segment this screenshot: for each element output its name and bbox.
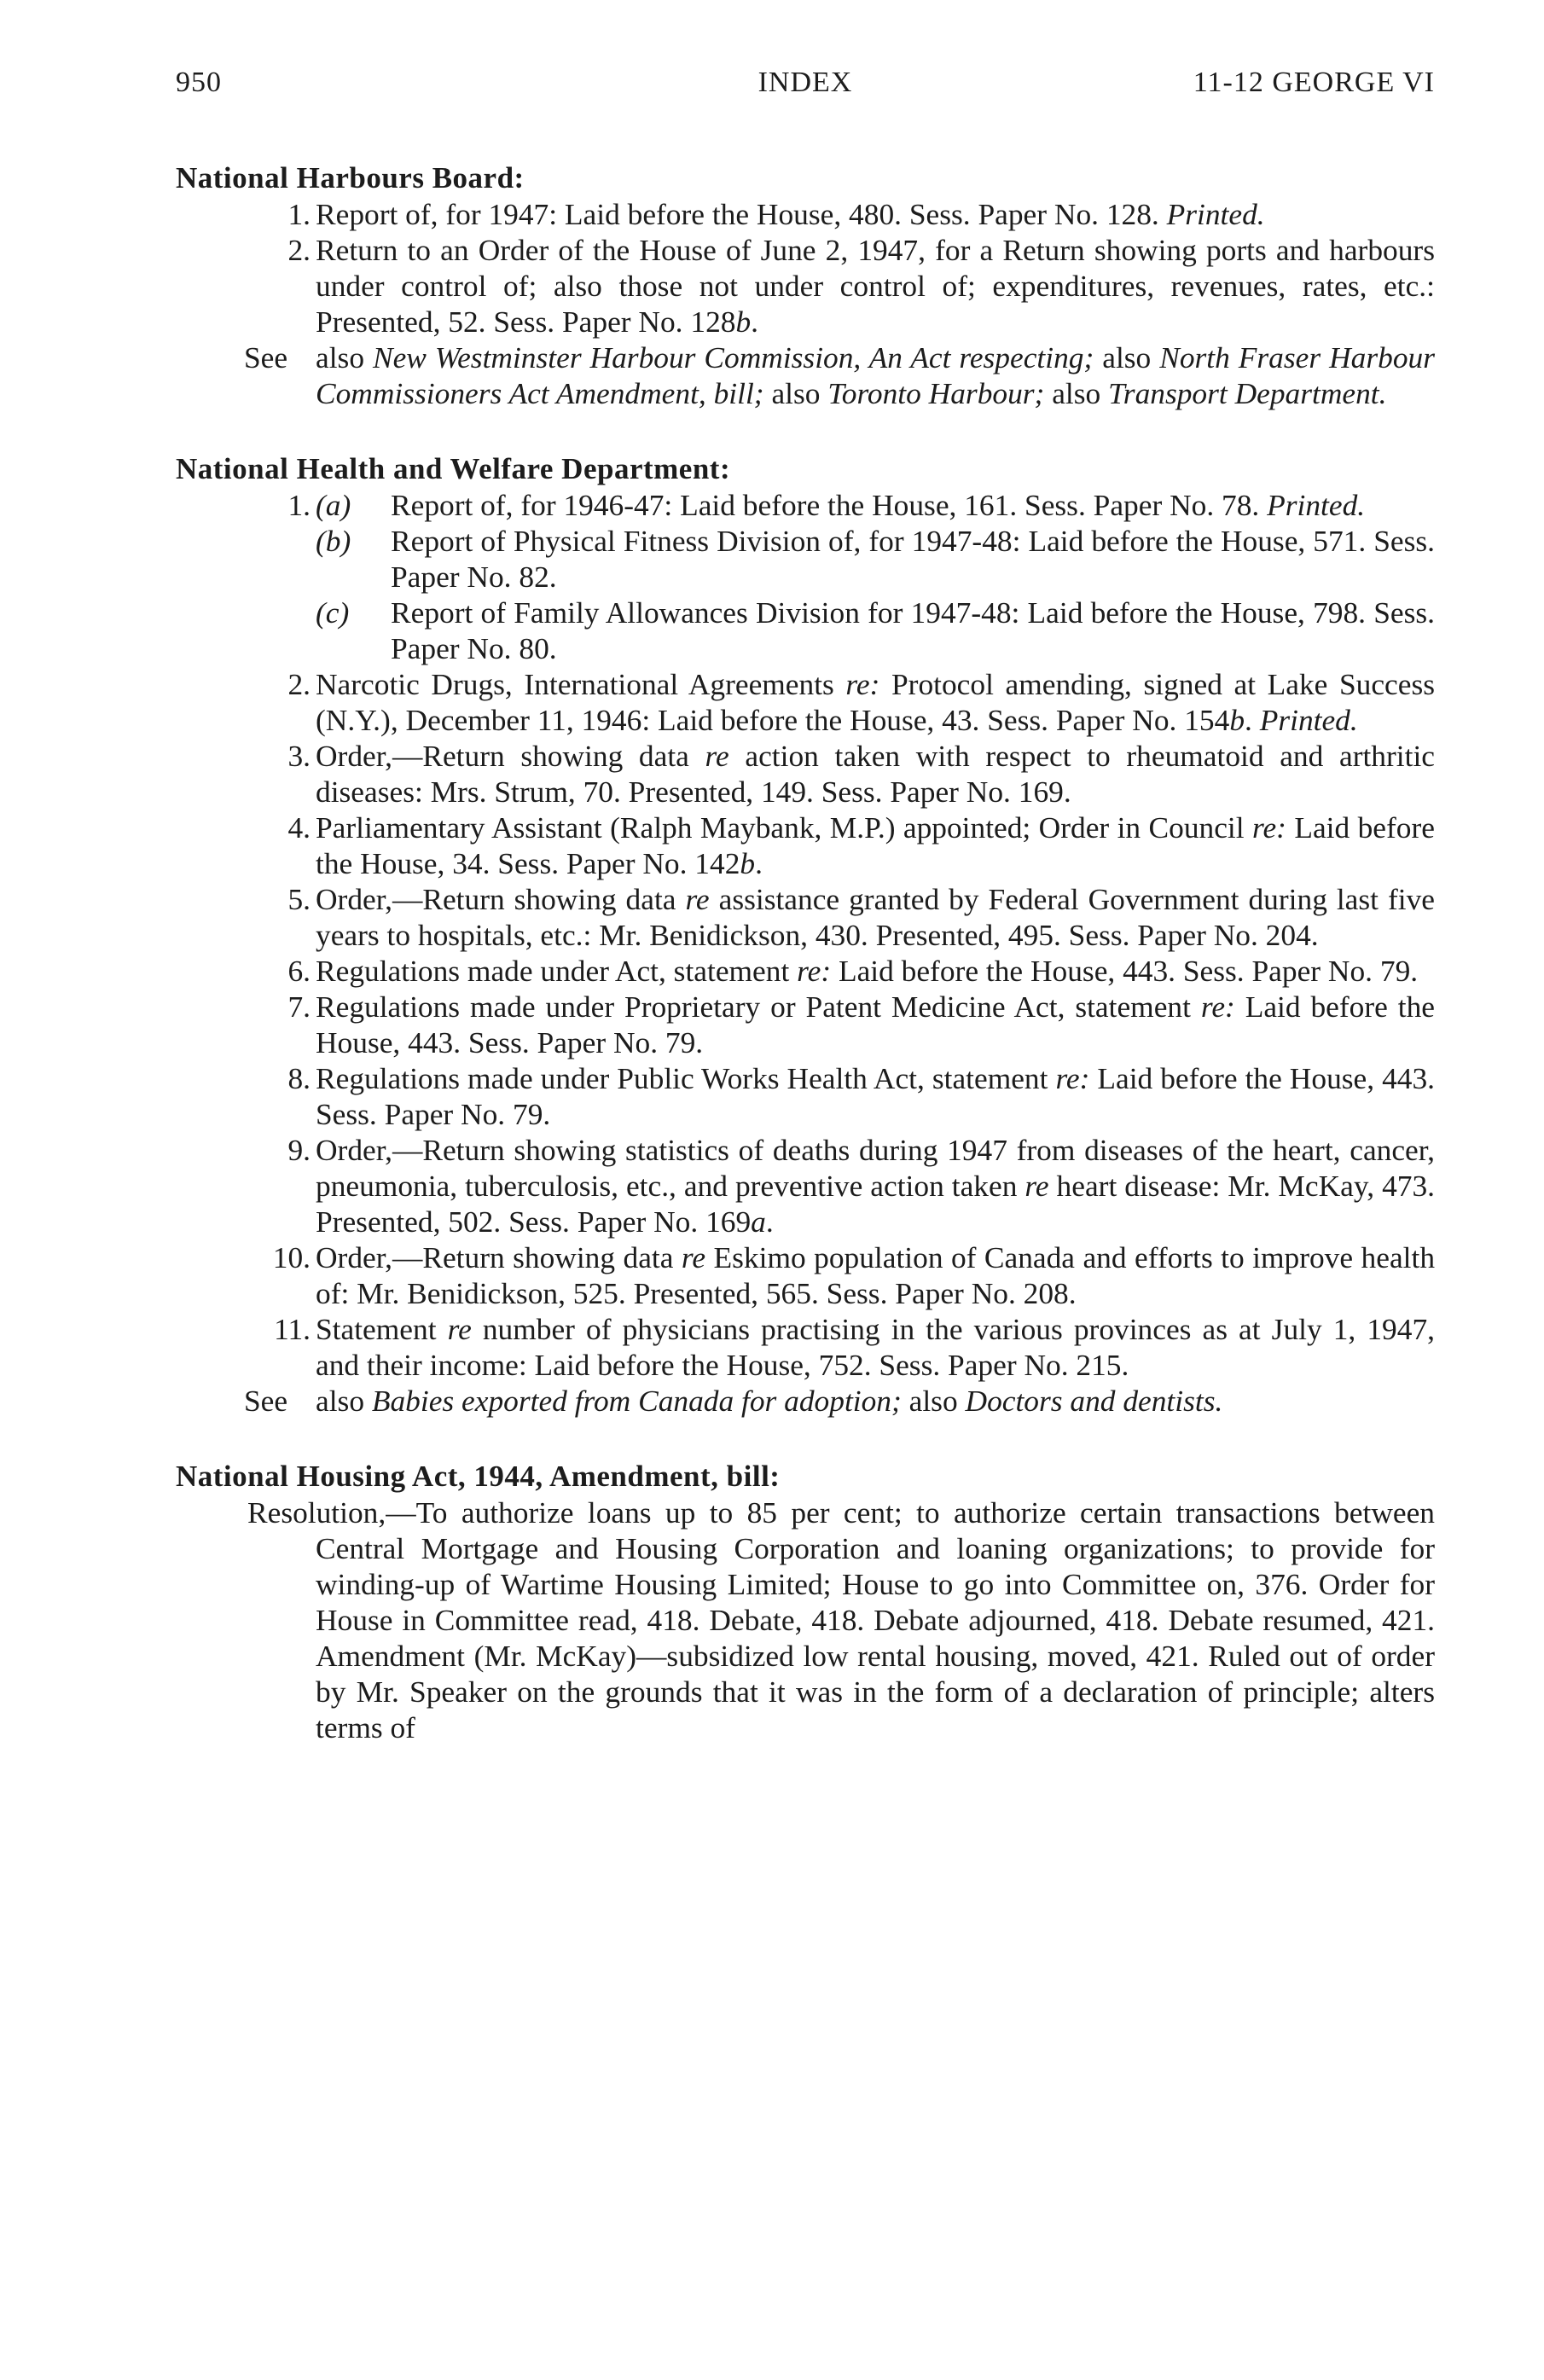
header-volume: 11-12 GEORGE VI [1193, 67, 1435, 98]
text-run: Regulations made under Public Works Health Act, statement [316, 1061, 1056, 1095]
text-run: Order,—Return showing data [316, 882, 686, 916]
see-also-entry [176, 340, 1435, 411]
index-entry [176, 196, 1435, 232]
italic-text: North Fraser Harbour Commissioners Act Amendment, bill; [316, 340, 1435, 410]
section-heading: National Harbours Board: [176, 161, 525, 194]
italic-text: b [735, 305, 752, 339]
index-section [176, 160, 1435, 411]
text-run: Order,—Return showing data [316, 1240, 682, 1274]
text-run: Laid before the House, 34. Sess. Paper No. 142 [316, 810, 1435, 880]
text-run: also [1044, 376, 1109, 410]
running-header [176, 67, 1435, 109]
text-run: . [755, 846, 763, 880]
text-run: number of physicians practising in the various provinces as at July 1, 1947, and their income: Laid before the House, 752. Sess. Paper No. 215. [316, 1312, 1435, 1382]
italic-text: Printed. [1259, 703, 1358, 737]
index-entry [176, 232, 1435, 340]
text-run: Eskimo population of Canada and efforts to improve health of: Mr. Benidickson, 525. Presented, 565. Sess. Paper No. 208. [316, 1240, 1436, 1310]
italic-text: re [1024, 1169, 1049, 1203]
text-run: heart disease: Mr. McKay, 473. Presented, 502. Sess. Paper No. 169 [316, 1169, 1436, 1239]
entry-number: 5. [287, 882, 311, 916]
section-heading: National Housing Act, 1944, Amendment, bill: [176, 1460, 781, 1493]
section-heading: National Health and Welfare Department: [176, 452, 731, 485]
text-run: Regulations made under Proprietary or Patent Medicine Act, statement [316, 990, 1201, 1024]
index-entry [176, 738, 1435, 810]
text-run: Statement [316, 1312, 448, 1346]
entry-number: 4. [287, 810, 311, 845]
index-entry [176, 1239, 1435, 1311]
text-run: . [765, 1205, 774, 1239]
index-section [176, 1459, 1435, 1745]
index-content [176, 160, 1435, 1785]
italic-text: re [447, 1312, 472, 1346]
index-subentry [176, 487, 1435, 523]
subentry-label: (a) [316, 488, 351, 522]
index-section [176, 451, 1435, 1419]
subentry-label: (c) [316, 595, 350, 630]
text-run: . [1245, 703, 1260, 737]
entry-number: 2. [287, 667, 311, 701]
see-label: See [244, 340, 288, 374]
text-run: also [763, 376, 828, 410]
entry-number: 6. [287, 954, 311, 988]
header-title: INDEX [757, 67, 853, 98]
text-run: Report of Family Allowances Division for 1947-48: Laid before the House, 798. Sess. Paper No. 80. [391, 595, 1435, 665]
page-number: 950 [176, 67, 222, 98]
text-run: Laid before the House, 443. Sess. Paper No. 79. [316, 1061, 1436, 1131]
text-run: Report of, for 1946-47: Laid before the House, 161. Sess. Paper No. 78. [391, 488, 1268, 522]
entry-number: 11. [274, 1312, 311, 1346]
index-entry [176, 810, 1435, 881]
index-entry [176, 953, 1435, 989]
italic-text: Printed. [1166, 197, 1265, 231]
entry-number: 2. [287, 233, 311, 267]
text-run: Protocol amending, signed at Lake Success (N.Y.), December 11, 1946: Laid before the House, 43. Sess. Paper No. 154 [316, 667, 1436, 737]
text-run: . [751, 305, 759, 339]
italic-text: re: [1200, 990, 1235, 1024]
subentry-label: (b) [316, 524, 351, 558]
index-entry [176, 881, 1435, 953]
index-entry [176, 1311, 1435, 1383]
index-entry [176, 1060, 1435, 1132]
text-run: Laid before the House, 443. Sess. Paper No. 79. [831, 954, 1419, 988]
italic-text: re: [845, 667, 880, 701]
see-label: See [244, 1384, 288, 1418]
see-also-entry [176, 1383, 1435, 1419]
entry-number: 3. [287, 739, 311, 773]
text-run: Order,—Return showing statistics of deaths during 1947 from diseases of the heart, cancer, pneumonia, tuberculosis, etc., and preventive action taken [316, 1133, 1435, 1203]
italic-text: b [1229, 703, 1245, 737]
italic-text: re: [797, 954, 832, 988]
entry-number: 8. [287, 1061, 311, 1095]
entry-number: 9. [287, 1133, 311, 1167]
text-run: Laid before the House, 443. Sess. Paper No. 79. [316, 990, 1435, 1059]
italic-text: re [681, 1240, 706, 1274]
text-run: Resolution,—To authorize loans up to 85 per cent; to authorize certain transactions between Central Mortgage and Housing Corporation and loaning organizations; to provide for winding-up of Wartime Housing Limited; House to go into Committee on, 376. Order for House in Committee read, 418. Debate, 418. Debate adjourned, 418. Debate resumed, 421. Amendment (Mr. McKay)—subsidized low rental housing, moved, 421. Ruled out of order by Mr. Speaker on the grounds that it was in the form of a declaration of principle; alters terms of [247, 1495, 1435, 1744]
italic-text: a [751, 1205, 766, 1239]
index-subentry [176, 523, 1435, 595]
index-entry [176, 1132, 1435, 1239]
text-run: Order,—Return showing data [316, 739, 705, 773]
entry-number: 10. [272, 1240, 311, 1274]
entry-number: 7. [287, 990, 311, 1024]
italic-text: Transport Department. [1108, 376, 1387, 410]
italic-text: re [705, 739, 729, 773]
index-entry [176, 989, 1435, 1060]
text-run: Regulations made under Act, statement [316, 954, 798, 988]
text-run: action taken with respect to rheumatoid and arthritic diseases: Mrs. Strum, 70. Presented, 149. Sess. Paper No. 169. [316, 739, 1435, 809]
text-run: also [1094, 340, 1160, 374]
entry-number: 1. [287, 197, 311, 231]
text-run: also [316, 1384, 372, 1418]
italic-text: New Westminster Harbour Commission, An Act respecting; [372, 340, 1094, 374]
text-run: assistance granted by Federal Government during last five years to hospitals, etc.: Mr. Benidickson, 430. Presented, 495. Sess. Paper No. 204. [316, 882, 1435, 952]
italic-text: Toronto Harbour; [827, 376, 1045, 410]
text-run: also [901, 1384, 966, 1418]
text-run: also [316, 340, 373, 374]
index-subentry [176, 595, 1435, 666]
text-run: Narcotic Drugs, International Agreements [316, 667, 846, 701]
text-run: Report of, for 1947: Laid before the House, 480. Sess. Paper No. 128. [316, 197, 1167, 231]
italic-text: re: [1055, 1061, 1090, 1095]
italic-text: Printed. [1267, 488, 1366, 522]
resolution-entry [176, 1495, 1435, 1745]
text-run: Parliamentary Assistant (Ralph Maybank, M.P.) appointed; Order in Council [316, 810, 1252, 845]
text-run: Report of Physical Fitness Division of, for 1947-48: Laid before the House, 571. Sess. Paper No. 82. [391, 524, 1435, 594]
italic-text: b [740, 846, 756, 880]
index-entry [176, 666, 1435, 738]
text-run: Return to an Order of the House of June 2, 1947, for a Return showing ports and harbours under control of; also those not under control of; expenditures, revenues, rates, etc.: Presented, 52. Sess. Paper No. 128 [316, 233, 1435, 339]
italic-text: Doctors and dentists. [965, 1384, 1223, 1418]
italic-text: re [685, 882, 710, 916]
entry-number: 1. [287, 488, 311, 522]
italic-text: re: [1252, 810, 1286, 845]
italic-text: Babies exported from Canada for adoption; [371, 1384, 902, 1418]
